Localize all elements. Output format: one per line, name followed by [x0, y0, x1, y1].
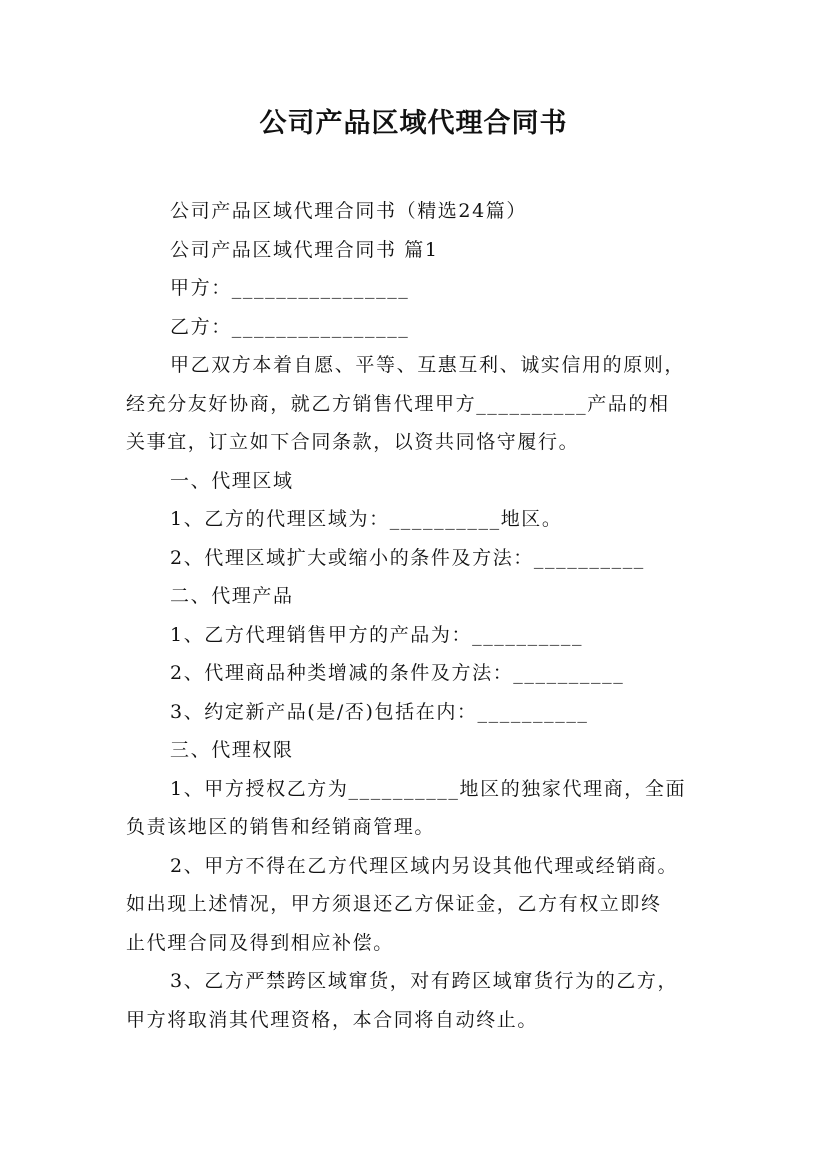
- clause-authority-3-line-2: 甲方将取消其代理资格，本合同将自动终止。: [126, 1008, 539, 1031]
- clause-products-3: 3、约定新产品(是/否)包括在内：__________: [170, 700, 589, 723]
- clause-region-2: 2、代理区域扩大或缩小的条件及方法：__________: [170, 546, 645, 569]
- party-a-line: 甲方：________________: [170, 277, 410, 299]
- section-heading-article-1: 公司产品区域代理合同书 篇1: [170, 238, 439, 261]
- clause-authority-2-line-2: 如出现上述情况，甲方须退还乙方保证金，乙方有权立即终: [126, 893, 662, 915]
- clause-region-1: 1、乙方的代理区域为：__________地区。: [170, 508, 563, 530]
- party-b-line: 乙方：________________: [170, 315, 410, 338]
- section-heading-products: 二、代理产品: [170, 585, 294, 607]
- clause-authority-2-line-1: 2、甲方不得在乙方代理区域内另设其他代理或经销商。: [170, 854, 679, 877]
- preamble-line-3: 关事宜，订立如下合同条款，以资共同恪守履行。: [126, 431, 580, 453]
- preamble-line-1: 甲乙双方本着自愿、平等、互惠互利、诚实信用的原则，: [170, 354, 686, 376]
- clause-authority-3-line-1: 3、乙方严禁跨区域窜货，对有跨区域窜货行为的乙方，: [170, 970, 679, 992]
- preamble-line-2: 经充分友好协商，就乙方销售代理甲方__________产品的相: [126, 392, 670, 415]
- document-body: [126, 192, 718, 1039]
- clause-authority-2-line-3: 止代理合同及得到相应补偿。: [126, 931, 394, 954]
- section-heading-authority: 三、代理权限: [170, 739, 294, 761]
- subtitle-line: 公司产品区域代理合同书（精选24篇）: [170, 200, 527, 222]
- clause-products-2: 2、代理商品种类增减的条件及方法：__________: [170, 662, 625, 684]
- clause-products-1: 1、乙方代理销售甲方的产品为：__________: [170, 623, 584, 646]
- clause-authority-1-line-2: 负责该地区的销售和经销商管理。: [126, 816, 436, 838]
- section-heading-region: 一、代理区域: [170, 469, 294, 492]
- document-title: 公司产品区域代理合同书: [259, 108, 568, 139]
- clause-authority-1-line-1: 1、甲方授权乙方为__________地区的独家代理商，全面: [170, 777, 687, 800]
